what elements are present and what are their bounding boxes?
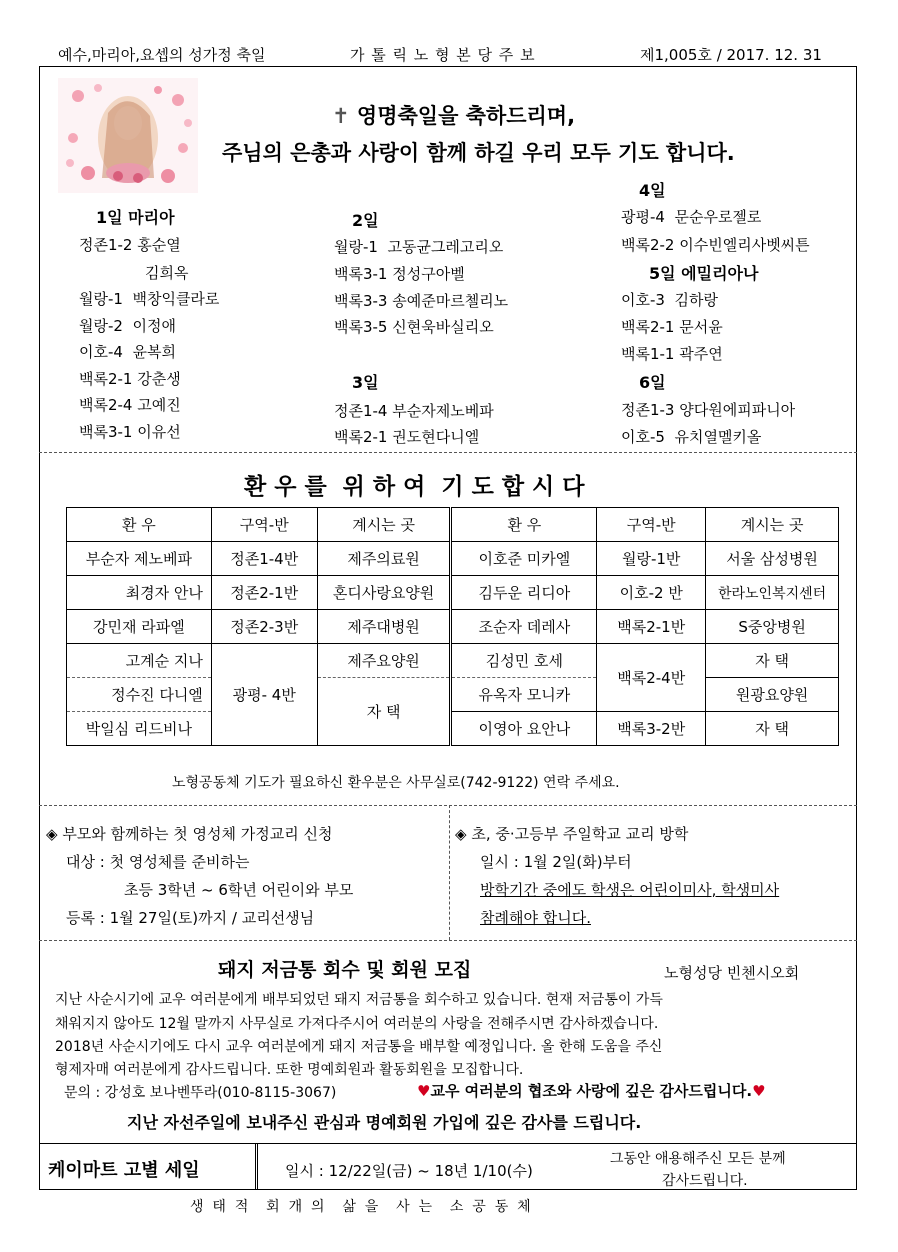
header-feast: 예수,마리아,요셉의 성가정 축일 [58,46,266,64]
diamond-bullet-icon: ◈ [46,825,58,843]
patients-note: 노형공동체 기도가 필요하신 환우분은 사무실로(742-9122) 연락 주세요. [172,775,620,791]
section-divider [39,940,857,941]
feast-person: 백록3-5 신현욱바실리오 [334,318,494,336]
notice-line: 참례해야 합니다. [480,909,591,927]
piggy-bank-thanks: ♥교우 여러분의 협조와 사랑에 깊은 감사드립니다.♥ [417,1082,766,1100]
col-header: 구역-반 [211,508,317,542]
col-header: 환 우 [67,508,212,542]
col-header: 구역-반 [597,508,706,542]
header-issue: 제1,005호 / 2017. 12. 31 [640,46,822,64]
feast-person: 월랑-1 고동균그레고리오 [334,238,504,256]
feast-day-heading: 5일 에밀리아나 [649,264,759,283]
greeting-line1: ✝ 영명축일을 축하드리며, [332,104,576,128]
piggy-bank-contact: 문의 : 강성호 보나벤뚜라(010-8115-3067) [64,1085,337,1101]
feast-person: 광평-4 문순우로젤로 [621,208,762,226]
feast-person: 정존1-4 부순자제노베파 [334,402,494,420]
feast-person: 정존1-2 홍순열 [79,236,181,254]
feast-person: 백록2-1 문서윤 [621,318,723,336]
feast-person: 백록3-3 송예준마르첼리노 [334,292,509,310]
section-divider [39,452,857,453]
feast-person: 백록3-1 이유선 [79,423,181,441]
cross-icon: ✝ [332,104,350,128]
feast-person: 이호-4 윤복희 [79,343,176,361]
diamond-bullet-icon: ◈ [455,825,467,843]
charity-thanks: 지난 자선주일에 보내주신 관심과 명예회원 가입에 깊은 감사를 드립니다. [127,1113,642,1132]
feast-person: 김희옥 [145,264,189,282]
patients-title: 환 우 를 위 하 여 기 도 합 시 다 [244,474,585,500]
section-divider [39,805,857,806]
piggy-bank-title: 돼지 저금통 회수 및 회원 모집 [218,959,472,981]
table-row: 최경자 안나 정존2-1반 혼디사랑요양원 김두운 리디아 이호-2 반 한라노인복지센터 [67,576,839,610]
feast-person: 월랑-2 이정애 [79,317,176,335]
feast-person: 백록2-2 이수빈엘리사벳씨튼 [621,236,810,254]
table-header-row [67,508,839,542]
column-divider [449,805,450,940]
table-row: 강민재 라파엘 정존2-3반 제주대병원 조순자 데레사 백록2-1반 S중앙병원 [67,610,839,644]
sale-thanks: 그동안 애용해주신 모든 분께 [610,1151,786,1167]
feast-person: 백록1-1 곽주연 [621,345,723,363]
feast-person: 정존1-3 양다원에피파니아 [621,401,796,419]
feast-day-heading: 4일 [639,181,666,200]
col-header: 계시는 곳 [706,508,839,542]
notice-line: 일시 : 1월 2일(화)부터 [480,853,632,871]
piggy-bank-body: 채워지지 않아도 12월 말까지 사무실로 가져다주시어 여러분의 사랑을 전해주시면 감사하겠습니다. [55,1016,659,1032]
col-header: 환 우 [451,508,597,542]
feast-person: 백록2-4 고예진 [79,396,181,414]
feast-person: 백록2-1 강춘생 [79,370,181,388]
feast-person: 백록3-1 정성구아벨 [334,265,465,283]
col-header: 계시는 곳 [317,508,451,542]
notice-line: 방학기간 중에도 학생은 어린이미사, 학생미사 [480,881,780,899]
table-row: 고계순 지나 광평- 4반 제주요양원 김성민 호세 백록2-4반 자 택 [67,644,839,678]
feast-person: 이호-5 유치열멜키올 [621,428,762,446]
sale-thanks: 감사드립니다. [662,1173,748,1189]
table-row: 박일심 리드비나 이영아 요안나 백록3-2반 자 택 [67,712,839,746]
feast-day-heading: 6일 [639,373,666,392]
sale-period: 일시 : 12/22일(금) ~ 18년 1/10(수) [285,1162,533,1180]
heart-icon: ♥ [752,1082,766,1100]
feast-person: 백록2-1 권도현다니엘 [334,428,480,446]
sale-title: 케이마트 고별 세일 [48,1160,200,1181]
notice-line: 등록 : 1월 27일(토)까지 / 교리선생님 [66,909,315,927]
feast-day-heading: 2일 [352,211,379,230]
header-bulletin-title: 가 톨 릭 노 형 본 당 주 보 [350,46,536,64]
greeting-line2: 주님의 은총과 사랑이 함께 하길 우리 모두 기도 합니다. [222,141,735,165]
feast-day-heading: 3일 [352,373,379,392]
piggy-bank-body: 형제자매 여러분에게 감사드립니다. 또한 명예회원과 활동회원을 모집합니다. [55,1062,524,1078]
feast-day-heading: 1일 마리아 [96,208,175,227]
piggy-bank-body: 2018년 사순시기에도 다시 교우 여러분에게 돼지 저금통을 배부할 예정입니다. 올 한해 도움을 주신 [55,1039,663,1055]
notice-line: 대상 : 첫 영성체를 준비하는 [66,853,250,871]
notice-line: 초등 3학년 ~ 6학년 어린이와 부모 [124,881,354,899]
feast-person: 월랑-1 백창익클라로 [79,290,220,308]
mary-roses-image [58,78,198,193]
heart-icon: ♥ [417,1082,431,1100]
piggy-bank-org: 노형성당 빈첸시오회 [664,964,800,982]
feast-person: 이호-3 김하랑 [621,291,718,309]
notice-first-communion-title: ◈ 부모와 함께하는 첫 영성체 가정교리 신청 [46,825,333,843]
table-row: 정수진 다니엘 자 택 유옥자 모니카 원광요양원 [67,678,839,712]
patients-table [66,507,839,746]
piggy-bank-body: 지난 사순시기에 교우 여러분에게 배부되었던 돼지 저금통을 회수하고 있습니다. 현재 저금통이 가득 [55,992,663,1008]
notice-school-break-title: ◈ 초, 중·고등부 주일학교 교리 방학 [455,825,689,843]
table-row: 부순자 제노베파 정존1-4반 제주의료원 이호준 미카엘 월랑-1반 서울 삼성병원 [67,542,839,576]
footer-motto: 생 태 적 회 개 의 삶 을 사 는 소 공 동 체 [190,1199,531,1215]
